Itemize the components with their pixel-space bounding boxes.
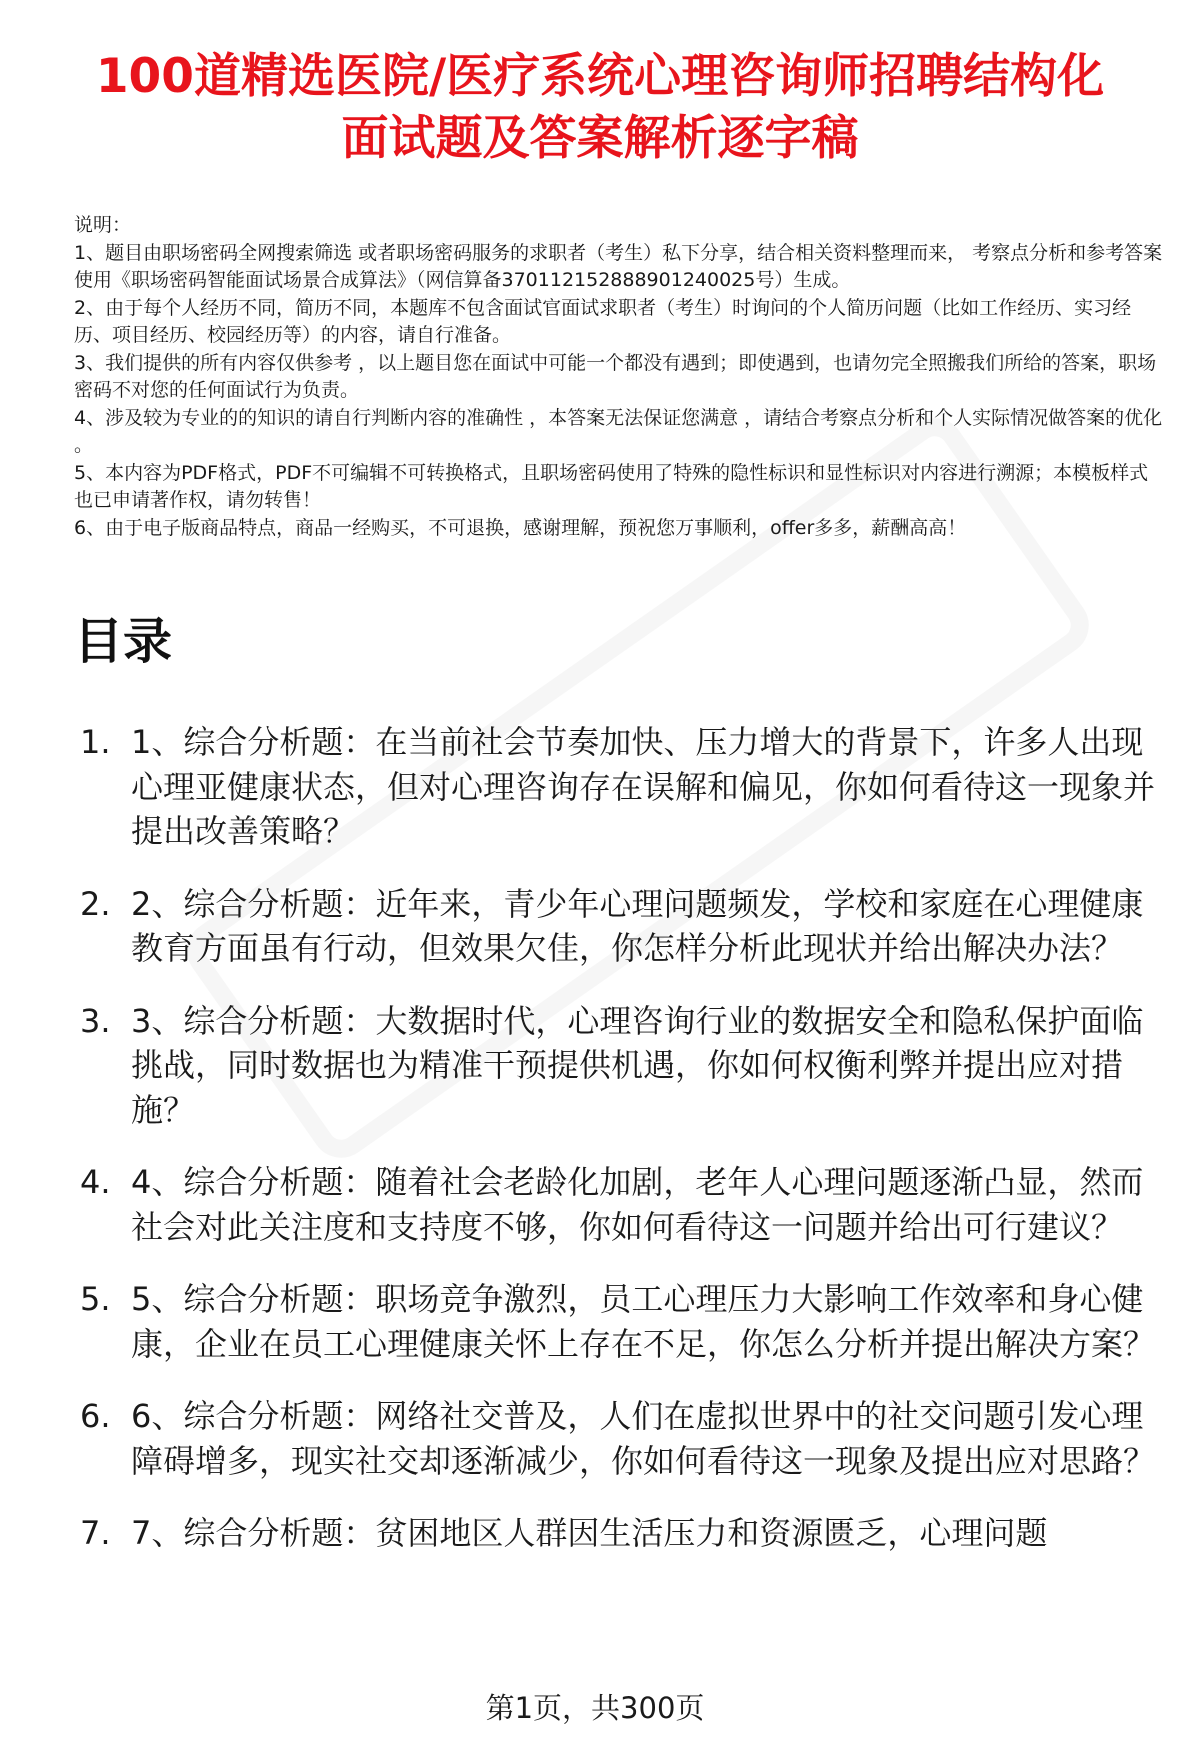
note-item: 6、由于电子版商品特点，商品一经购买，不可退换，感谢理解，预祝您万事顺利，offer多多，薪酬高高！ bbox=[74, 516, 967, 539]
toc-item[interactable] bbox=[74, 1277, 1174, 1366]
toc-item-number: 6. bbox=[80, 1397, 111, 1435]
toc-item[interactable] bbox=[74, 720, 1174, 854]
toc-item[interactable] bbox=[74, 1160, 1174, 1249]
note-item: 5、本内容为PDF格式，PDF不可编辑不可转换格式，且职场密码使用了特殊的隐性标识和显性标识对内容进行溯源；本模板样式也已申请著作权，请勿转售！ bbox=[74, 461, 1149, 511]
note-item: 2、由于每个人经历不同，简历不同，本题库不包含面试官面试求职者（考生）时询问的个人简历问题（比如工作经历、实习经历、项目经历、校园经历等）的内容，请自行准备。 bbox=[74, 296, 1132, 346]
note-item: 3、我们提供的所有内容仅供参考 ，以上题目您在面试中可能一个都没有遇到；即使遇到，也请勿完全照搬我们所给的答案，职场密码不对您的任何面试行为负责。 bbox=[74, 351, 1157, 401]
toc-item-number: 3. bbox=[80, 1001, 111, 1040]
toc-item[interactable] bbox=[74, 999, 1174, 1133]
toc-item-number: 5. bbox=[80, 1280, 111, 1318]
toc-item-text: 7、综合分析题：贫困地区人群因生活压力和资源匮乏，心理问题 bbox=[131, 1514, 1048, 1552]
notes-label: 说明： bbox=[74, 214, 132, 236]
toc-item-text: 5、综合分析题：职场竞争激烈，员工心理压力大影响工作效率和身心健康，企业在员工心理健康关怀上存在不足，你怎么分析并提出解决方案？ bbox=[131, 1280, 1156, 1363]
toc-item-text: 6、综合分析题：网络社交普及，人们在虚拟世界中的社交问题引发心理障碍增多，现实社交却逐渐减少，你如何看待这一现象及提出应对思路？ bbox=[131, 1397, 1156, 1480]
toc-item[interactable] bbox=[74, 882, 1174, 971]
toc-item[interactable] bbox=[74, 1394, 1174, 1483]
toc-item-text: 2、综合分析题：近年来，青少年心理问题频发，学校和家庭在心理健康教育方面虽有行动，但效果欠佳，你怎样分析此现状并给出解决办法？ bbox=[131, 884, 1144, 967]
document-title: 100道精选医院/医疗系统心理咨询师招聘结构化面试题及答案解析逐字稿 bbox=[95, 49, 1105, 166]
note-item: 1、题目由职场密码全网搜索筛选 或者职场密码服务的求职者（考生）私下分享，结合相关资料整理而来， 考察点分析和参考答案使用《职场密码智能面试场景合成算法》（网信算备370112152888901240025号）生成。 bbox=[74, 241, 1163, 291]
notes-section bbox=[74, 212, 1164, 542]
toc-item-number: 4. bbox=[80, 1163, 111, 1201]
note-item: 4、涉及较为专业的的知识的请自行判断内容的准确性 ，本答案无法保证您满意 ，请结合考察点分析和个人实际情况做答案的优化 。 bbox=[74, 406, 1163, 456]
toc-item-text: 1、综合分析题：在当前社会节奏加快、压力增大的背景下，许多人出现心理亚健康状态，但对心理咨询存在误解和偏见，你如何看待这一现象并提出改善策略？ bbox=[131, 723, 1156, 850]
toc-item-number: 1. bbox=[80, 723, 111, 761]
toc-item-number: 7. bbox=[80, 1514, 111, 1552]
toc-list bbox=[74, 720, 1174, 1584]
toc-item-text: 3、综合分析题：大数据时代，心理咨询行业的数据安全和隐私保护面临挑战，同时数据也为精准干预提供机遇，你如何权衡利弊并提出应对措施？ bbox=[131, 1001, 1144, 1129]
page-footer: 第1页，共300页 bbox=[485, 1691, 705, 1725]
toc-item-number: 2. bbox=[80, 884, 111, 923]
toc-heading: 目录 bbox=[74, 613, 173, 670]
toc-item[interactable] bbox=[74, 1511, 1174, 1556]
toc-item-text: 4、综合分析题：随着社会老龄化加剧，老年人心理问题逐渐凸显，然而社会对此关注度和支持度不够，你如何看待这一问题并给出可行建议？ bbox=[131, 1163, 1144, 1246]
